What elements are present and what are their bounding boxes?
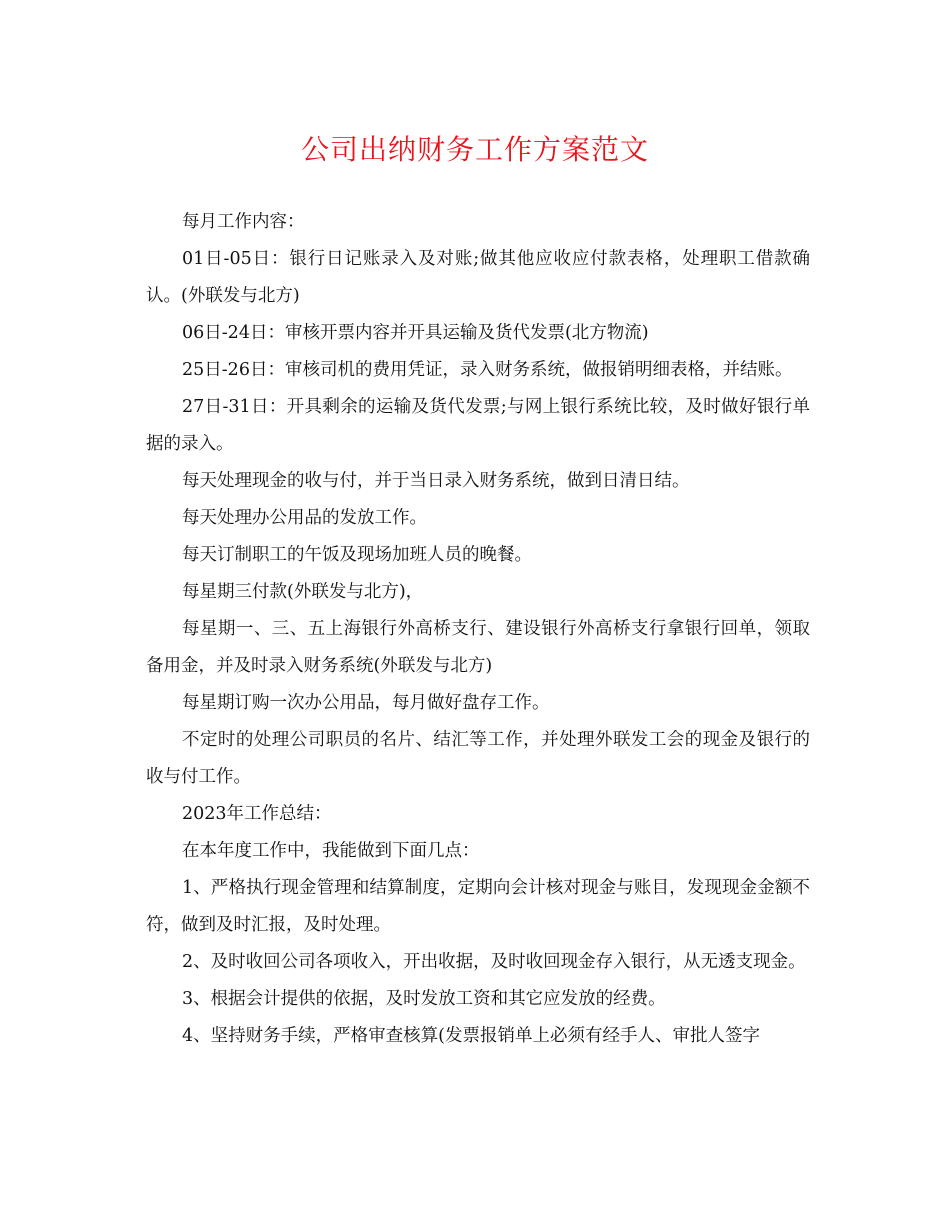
document-body: [146, 204, 810, 1055]
paragraph: 每月工作内容：: [182, 212, 305, 232]
paragraph: 每天订制职工的午饭及现场加班人员的晚餐。: [182, 545, 532, 565]
paragraph: 每天处理办公用品的发放工作。: [182, 508, 427, 528]
paragraph: 1、严格执行现金管理和结算制度，定期向会计核对现金与账目，发现现金金额不符，做到及时汇报，及时处理。: [146, 878, 810, 935]
paragraph: 27日-31日：开具剩余的运输及货代发票;与网上银行系统比较，及时做好银行单据的录入。: [146, 397, 810, 454]
paragraph: 4、坚持财务手续，严格审查核算(发票报销单上必须有经手人、审批人签字: [182, 1026, 760, 1046]
paragraph: 每星期一、三、五上海银行外高桥支行、建设银行外高桥支行拿银行回单，领取备用金，并及时录入财务系统(外联发与北方): [146, 619, 810, 676]
paragraph: 06日-24日：审核开票内容并开具运输及货代发票(北方物流): [182, 323, 649, 343]
paragraph: 每星期三付款(外联发与北方)，: [182, 582, 424, 602]
paragraph: 2023年工作总结：: [182, 804, 332, 824]
paragraph: 2、及时收回公司各项收入，开出收据，及时收回现金存入银行，从无透支现金。: [182, 952, 806, 972]
paragraph: 每天处理现金的收与付，并于当日录入财务系统，做到日清日结。: [182, 471, 690, 491]
document-title: 公司出纳财务工作方案范文: [300, 133, 649, 166]
paragraph: 25日-26日：审核司机的费用凭证，录入财务系统，做报销明细表格，并结账。: [182, 360, 793, 380]
paragraph: 3、根据会计提供的依据，及时发放工资和其它应发放的经费。: [182, 989, 666, 1009]
paragraph: 01日-05日：银行日记账录入及对账;做其他应收应付款表格，处理职工借款确认。(外联发与北方): [146, 249, 810, 306]
paragraph: 不定时的处理公司职员的名片、结汇等工作，并处理外联发工会的现金及银行的收与付工作。: [146, 730, 810, 787]
paragraph: 每星期订购一次办公用品，每月做好盘存工作。: [182, 693, 550, 713]
paragraph: 在本年度工作中，我能做到下面几点：: [182, 841, 480, 861]
